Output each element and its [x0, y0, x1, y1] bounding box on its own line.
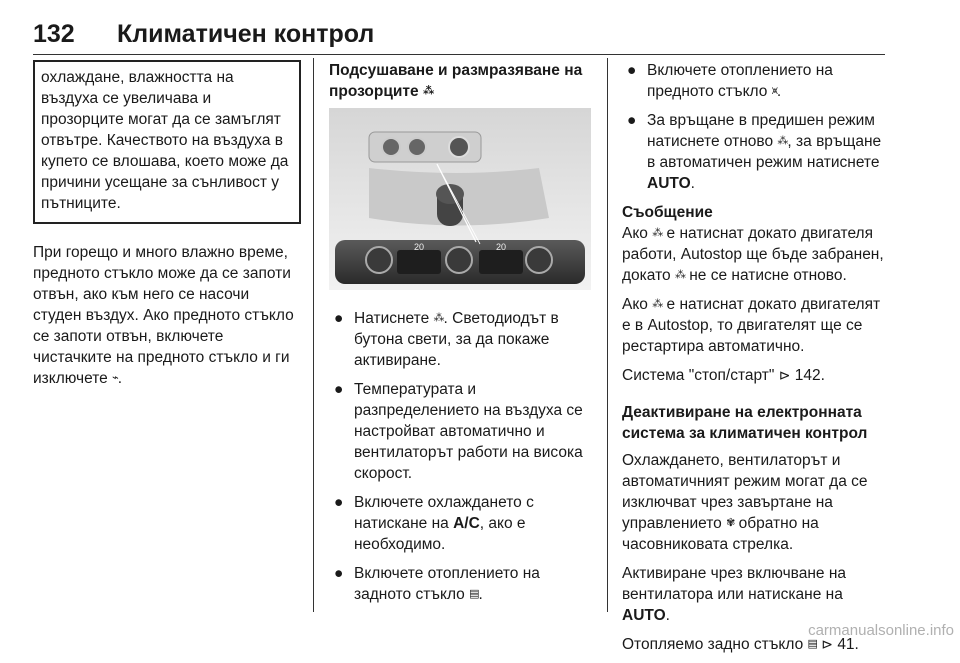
page-header	[33, 14, 885, 55]
page-title: Климатичен контрол	[117, 20, 375, 48]
fan-icon: ✾	[726, 517, 735, 529]
list-item: ● Натиснете ⁂. Светодиодът в бутона свети, за да покаже активиране.	[334, 310, 559, 369]
defrost-icon: ⁂	[674, 269, 685, 281]
display-right-temp: 20	[495, 242, 507, 252]
front-window-heat-icon: ⩙	[771, 85, 777, 97]
climate-panel-figure	[329, 108, 591, 290]
defrost-icon: ⁂	[422, 85, 434, 97]
watermark: carmanualsonline.info	[808, 622, 954, 639]
paragraph-deactivate: Охлаждането, вентилаторът и автоматичният режим могат да се изключват чрез завъртане на управлението ✾ обратно на часовниковата стрелка.	[622, 452, 868, 553]
wiper-icon: ⌁	[112, 372, 118, 384]
note-paragraph-2: Ако ⁂ е натиснат докато двигателят е в Autostop, то двигателят ще се рестартира автоматично.	[622, 296, 881, 355]
rear-window-heat-icon: ▤	[807, 638, 817, 650]
list-item: ● Температурата и разпределението на въздуха се настройват автоматично и вентилаторът работи на висока скорост.	[334, 381, 583, 482]
paragraph-activate: Активиране чрез включване на вентилатора или натискане на AUTO.	[622, 565, 847, 624]
section-heading-defrost: Подсушаване и размразяване на прозорците ⁂	[329, 62, 583, 100]
display-left-temp: 20	[413, 242, 425, 252]
list-item: ● За връщане в предишен режим натиснете отново ⁂, за връщане в автоматичен режим натиснете AUTO.	[627, 112, 882, 192]
reference-arrow-icon: ⊳	[821, 636, 833, 652]
section-heading-deactivate: Деактивиране на електронната система за климатичен контрол	[622, 404, 868, 442]
defrost-icon: ⁂	[777, 135, 788, 147]
column-divider	[313, 58, 314, 612]
warning-box	[33, 60, 301, 224]
note-heading: Съобщение	[622, 204, 713, 221]
column-right	[622, 60, 886, 663]
paragraph-fogging: При горещо и много влажно време, предното стъкло може да се запоти отвън, ако към него се насочи студен въздух. Ако предното стъкло се запоти отвън, включете чистачките на предното стъкло и ги изключете ⌁.	[33, 244, 294, 387]
list-item: ● Включете отоплението на предното стъкло ⩙.	[627, 62, 833, 100]
page-number: 132	[33, 20, 75, 48]
defrost-icon: ⁂	[652, 298, 663, 310]
column-divider	[607, 58, 608, 612]
paragraph-rear-window: Отопляемо задно стъкло ▤ ⊳ 41.	[622, 636, 859, 653]
cross-reference: Система "стоп/старт" ⊳ 142.	[622, 367, 825, 384]
list-item: ● Включете отоплението на задното стъкло ▤.	[334, 565, 540, 603]
reference-arrow-icon: ⊳	[778, 367, 791, 383]
column-middle	[329, 60, 593, 613]
list-item: ● Включете охлаждането с натискане на A/C, ако е необходимо.	[334, 494, 534, 553]
note-paragraph-1: Ако ⁂ е натиснат докато двигателя работи, Autostop ще бъде забранен, докато ⁂ не се натисне отново.	[622, 225, 884, 284]
rear-window-heat-icon: ▤	[469, 588, 479, 600]
defrost-icon: ⁂	[652, 227, 663, 239]
column-left	[33, 60, 301, 397]
defrost-icon: ⁂	[433, 312, 444, 324]
warning-text: охлаждане, влажността на въздуха се увеличава и прозорците могат да се замъглят отвътре. Качеството на въздуха в купето се влошава, което може да причини усещане за сънливост у пътниците.	[41, 69, 289, 212]
